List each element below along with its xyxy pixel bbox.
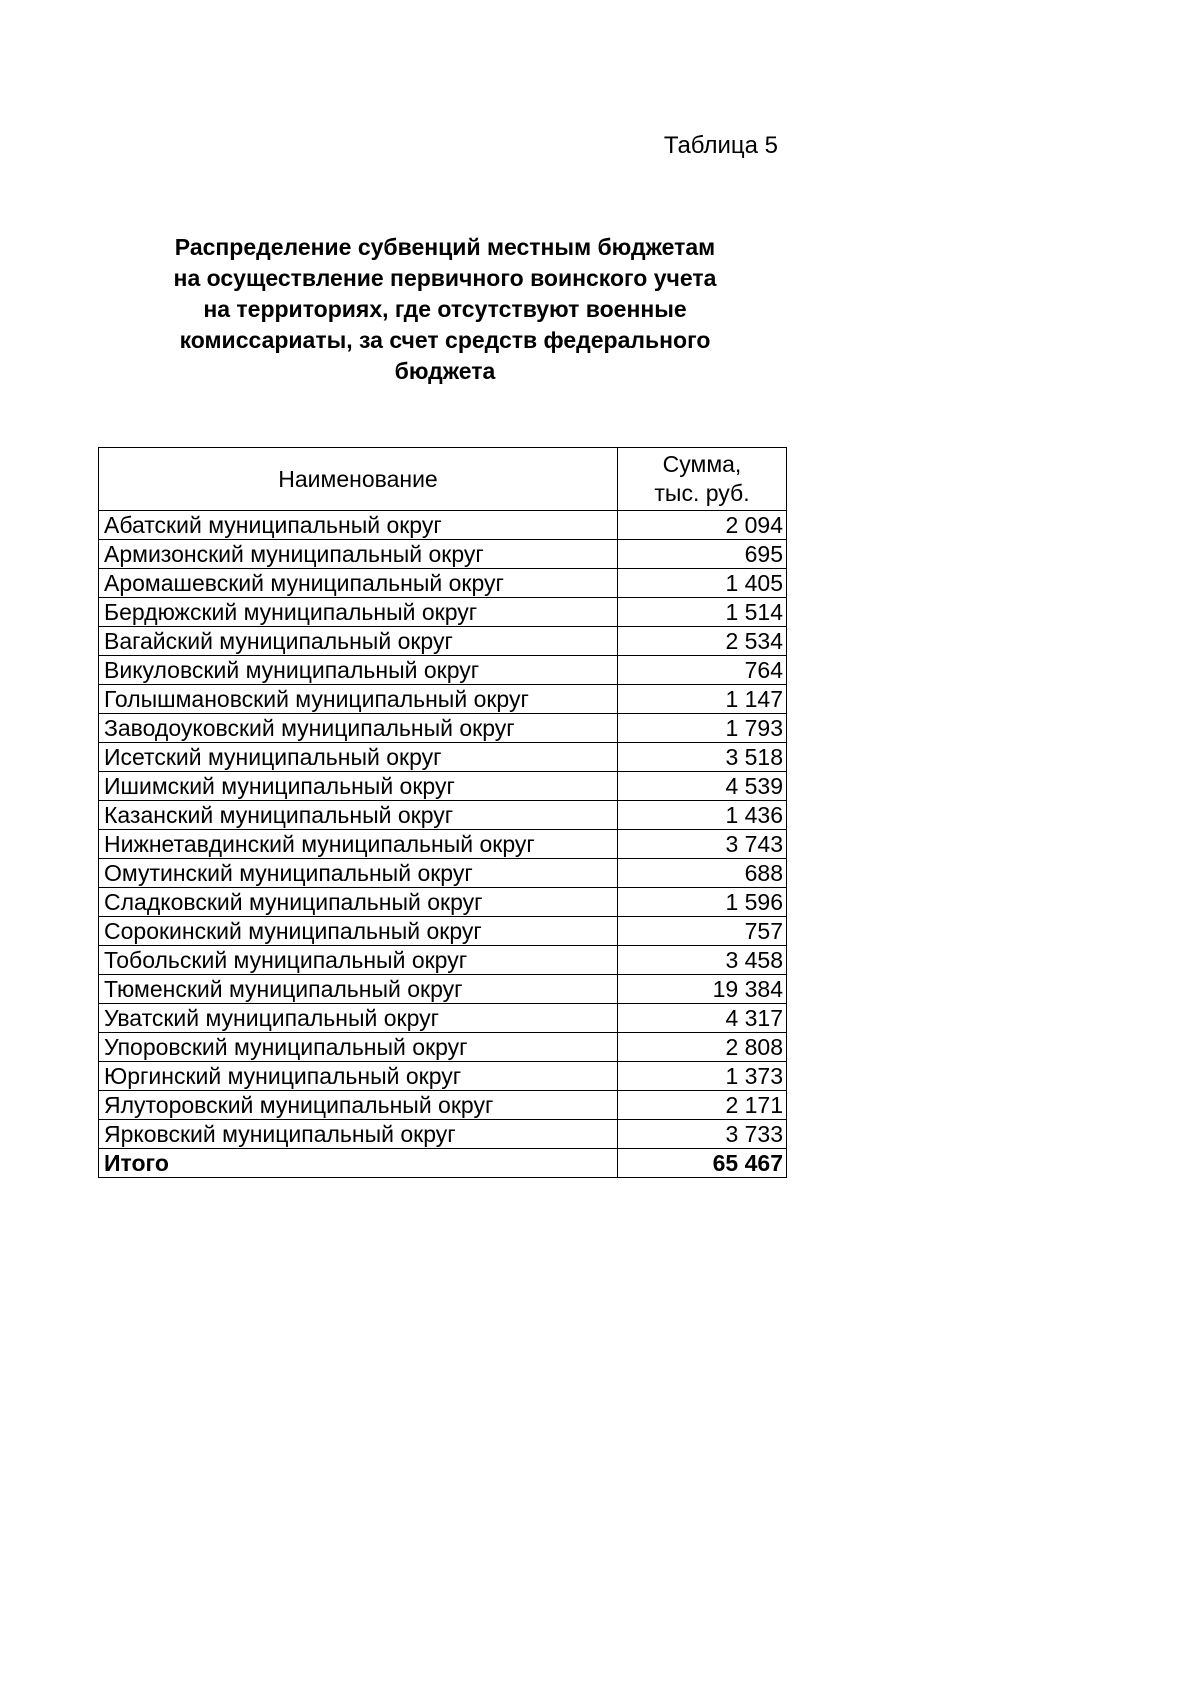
table-row <box>99 685 787 714</box>
row-sum: 19 384 <box>618 975 787 1004</box>
row-sum: 1 147 <box>618 685 787 714</box>
total-sum: 65 467 <box>618 1149 787 1178</box>
table-row <box>99 569 787 598</box>
row-sum: 3 518 <box>618 743 787 772</box>
row-sum: 1 793 <box>618 714 787 743</box>
row-sum: 2 171 <box>618 1091 787 1120</box>
table-row <box>99 1091 787 1120</box>
title-line: на территориях, где отсутствуют военные <box>203 296 687 322</box>
row-name: Вагайский муниципальный округ <box>99 627 618 656</box>
table-row <box>99 743 787 772</box>
row-name: Сорокинский муниципальный округ <box>99 917 618 946</box>
row-sum: 1 596 <box>618 888 787 917</box>
row-name: Исетский муниципальный округ <box>99 743 618 772</box>
table-row <box>99 946 787 975</box>
header-sum-line2: тыс. руб. <box>654 480 750 506</box>
table-row <box>99 1004 787 1033</box>
row-name: Голышмановский муниципальный округ <box>99 685 618 714</box>
row-name: Тобольский муниципальный округ <box>99 946 618 975</box>
table-row <box>99 656 787 685</box>
row-name: Упоровский муниципальный округ <box>99 1033 618 1062</box>
row-name: Ялуторовский муниципальный округ <box>99 1091 618 1120</box>
table-row <box>99 511 787 540</box>
table-row <box>99 917 787 946</box>
table-row <box>99 1033 787 1062</box>
table-total-row <box>99 1149 787 1178</box>
row-sum: 2 808 <box>618 1033 787 1062</box>
table-row <box>99 540 787 569</box>
row-sum: 3 458 <box>618 946 787 975</box>
total-name: Итого <box>99 1149 618 1178</box>
row-sum: 2 094 <box>618 511 787 540</box>
document-title <box>120 232 770 387</box>
row-sum: 1 514 <box>618 598 787 627</box>
row-name: Абатский муниципальный округ <box>99 511 618 540</box>
row-sum: 4 317 <box>618 1004 787 1033</box>
table-row <box>99 598 787 627</box>
row-name: Тюменский муниципальный округ <box>99 975 618 1004</box>
row-name: Сладковский муниципальный округ <box>99 888 618 917</box>
row-sum: 1 405 <box>618 569 787 598</box>
table-row <box>99 714 787 743</box>
table-row <box>99 1062 787 1091</box>
row-name: Казанский муниципальный округ <box>99 801 618 830</box>
row-sum: 2 534 <box>618 627 787 656</box>
title-line: Распределение субвенций местным бюджетам <box>174 234 716 260</box>
row-sum: 3 743 <box>618 830 787 859</box>
table-header-row <box>99 448 787 511</box>
table-row <box>99 888 787 917</box>
row-sum: 757 <box>618 917 787 946</box>
title-line: на осуществление первичного воинского учета <box>173 265 717 291</box>
table-row <box>99 859 787 888</box>
row-name: Бердюжский муниципальный округ <box>99 598 618 627</box>
title-line: комиссариаты, за счет средств федерального <box>179 327 711 353</box>
row-sum: 4 539 <box>618 772 787 801</box>
table-row <box>99 1120 787 1149</box>
row-name: Ишимский муниципальный округ <box>99 772 618 801</box>
header-sum-line1: Сумма, <box>662 451 742 477</box>
row-name: Нижнетавдинский муниципальный округ <box>99 830 618 859</box>
table-row <box>99 801 787 830</box>
row-sum: 1 436 <box>618 801 787 830</box>
table-row <box>99 772 787 801</box>
row-name: Армизонский муниципальный округ <box>99 540 618 569</box>
subvention-table <box>98 447 787 1178</box>
row-name: Викуловский муниципальный округ <box>99 656 618 685</box>
table-row <box>99 830 787 859</box>
row-name: Уватский муниципальный округ <box>99 1004 618 1033</box>
row-name: Ярковский муниципальный округ <box>99 1120 618 1149</box>
row-name: Омутинский муниципальный округ <box>99 859 618 888</box>
header-name: Наименование <box>99 448 618 511</box>
title-line: бюджета <box>394 358 496 384</box>
row-sum: 695 <box>618 540 787 569</box>
row-name: Заводоуковский муниципальный округ <box>99 714 618 743</box>
row-sum: 764 <box>618 656 787 685</box>
table-row <box>99 627 787 656</box>
row-name: Аромашевский муниципальный округ <box>99 569 618 598</box>
row-sum: 688 <box>618 859 787 888</box>
table-number-label: Таблица 5 <box>663 132 778 159</box>
row-sum: 3 733 <box>618 1120 787 1149</box>
table-row <box>99 975 787 1004</box>
header-sum <box>618 448 787 511</box>
row-sum: 1 373 <box>618 1062 787 1091</box>
row-name: Юргинский муниципальный округ <box>99 1062 618 1091</box>
